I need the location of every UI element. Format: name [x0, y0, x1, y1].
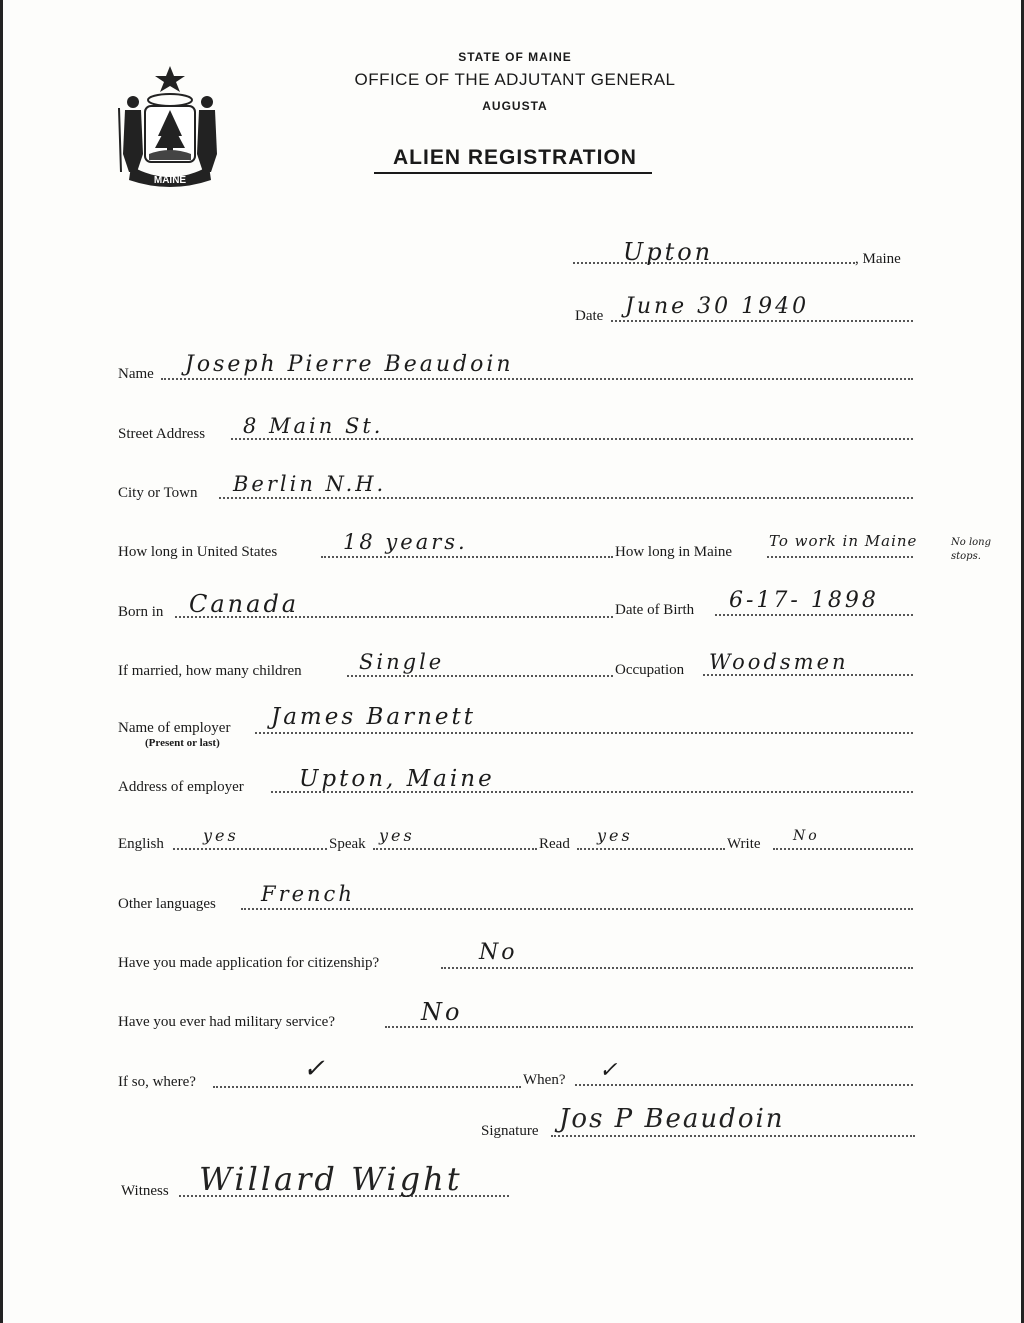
children-value: Single — [359, 650, 445, 674]
other-languages-line — [241, 908, 913, 910]
signature-line — [551, 1135, 915, 1137]
dob-label: Date of Birth — [615, 602, 695, 618]
us-stay-label: How long in United States — [118, 544, 278, 560]
when-value: ✓ — [599, 1058, 621, 1083]
employer-line — [255, 732, 913, 734]
employer-label: Name of employer — [118, 720, 231, 736]
read-line — [577, 848, 725, 850]
maine-stay-line — [767, 556, 913, 558]
town-value: Upton — [623, 238, 714, 266]
citizenship-value: No — [479, 940, 518, 965]
military-line — [385, 1026, 913, 1028]
military-value: No — [421, 998, 463, 1026]
children-label: If married, how many children — [118, 663, 302, 679]
header-city: AUGUSTA — [482, 99, 548, 113]
dob-value: 6-17- 1898 — [729, 588, 879, 613]
street-line — [231, 438, 913, 440]
born-value: Canada — [189, 590, 300, 618]
employer-value: James Barnett — [271, 704, 476, 730]
maine-stay-label: How long in Maine — [615, 544, 733, 560]
date-label: Date — [575, 308, 604, 324]
write-line — [773, 848, 913, 850]
city-line — [219, 497, 913, 499]
english-line — [173, 848, 327, 850]
form-title: ALIEN REGISTRATION — [393, 146, 637, 169]
witness-value: Willard Wight — [199, 1160, 463, 1198]
read-label: Read — [539, 836, 570, 852]
title-underline — [374, 172, 652, 174]
seal-text: MAINE — [153, 175, 187, 186]
header-office: OFFICE OF THE ADJUTANT GENERAL — [354, 70, 676, 89]
date-line — [611, 320, 913, 322]
signature-value: Jos P Beaudoin — [559, 1104, 785, 1134]
maine-label: , Maine — [855, 251, 901, 267]
occupation-label: Occupation — [615, 662, 685, 678]
city-label: City or Town — [118, 485, 198, 501]
employer-address-value: Upton, Maine — [299, 766, 495, 792]
date-value: June 30 1940 — [625, 294, 810, 319]
other-languages-value: French — [261, 882, 355, 906]
city-value: Berlin N.H. — [233, 472, 387, 496]
read-value: yes — [597, 826, 633, 845]
citizenship-line — [441, 967, 913, 969]
when-line — [575, 1084, 913, 1086]
employer-address-label: Address of employer — [118, 779, 244, 795]
speak-value: yes — [379, 826, 415, 845]
citizenship-label: Have you made application for citizenship? — [118, 955, 380, 971]
maine-stay-value: To work in Maine — [769, 532, 918, 550]
speak-line — [373, 848, 537, 850]
witness-label: Witness — [121, 1183, 169, 1199]
us-stay-value: 18 years. — [343, 530, 468, 554]
other-languages-label: Other languages — [118, 896, 216, 912]
children-line — [347, 675, 613, 677]
military-label: Have you ever had military service? — [118, 1014, 335, 1030]
employer-sublabel: (Present or last) — [145, 737, 220, 749]
born-label: Born in — [118, 604, 164, 620]
english-value: yes — [203, 826, 239, 845]
occupation-line — [703, 674, 913, 676]
header-state: STATE OF MAINE — [458, 50, 572, 64]
speak-label: Speak — [329, 836, 366, 852]
name-label: Name — [118, 366, 154, 382]
street-label: Street Address — [118, 426, 206, 442]
town-line — [573, 262, 855, 264]
english-label: English — [118, 836, 164, 852]
write-value: No — [793, 828, 820, 844]
where-label: If so, where? — [118, 1074, 196, 1090]
occupation-value: Woodsmen — [709, 650, 849, 674]
us-stay-line — [321, 556, 613, 558]
where-value: ✓ — [303, 1054, 328, 1084]
dob-line — [715, 614, 913, 616]
name-value: Joseph Pierre Beaudoin — [185, 352, 514, 377]
signature-label: Signature — [481, 1123, 539, 1139]
where-line — [213, 1086, 521, 1088]
write-label: Write — [727, 836, 761, 852]
street-value: 8 Main St. — [243, 414, 384, 438]
maine-stay-note: No long stops. — [951, 537, 992, 562]
when-label: When? — [523, 1072, 566, 1088]
name-line — [161, 378, 913, 380]
